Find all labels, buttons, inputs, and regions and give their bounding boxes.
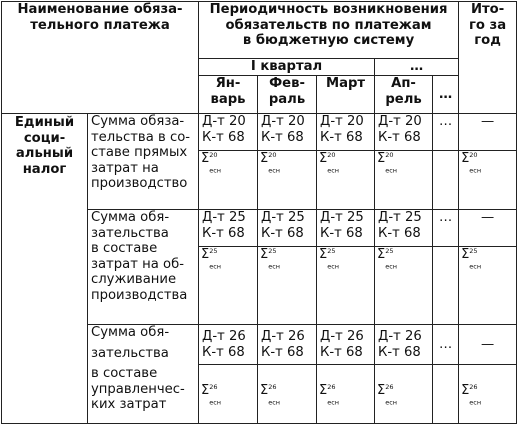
header-month-mar: Март xyxy=(317,76,375,114)
sum-total-cell: $\Sigma^{26}$ $_{есн}$ xyxy=(459,365,517,424)
sum-cell: $\Sigma^{20}$ $_{есн}$ xyxy=(199,151,258,210)
empty-cell xyxy=(433,151,459,210)
dash-cell: — xyxy=(459,210,517,247)
header-quarter: I квартал xyxy=(199,59,375,76)
entry-cell: Д-т 25 К-т 68 xyxy=(317,210,375,247)
sum-cell: $\Sigma^{25}$ $_{есн}$ xyxy=(375,247,433,325)
header-ellipsis: … xyxy=(375,59,459,76)
entry-cell: Д-т 20 К-т 68 xyxy=(375,114,433,151)
ellipsis-cell: … xyxy=(433,114,459,151)
sum-cell: $\Sigma^{26}$ $_{есн}$ xyxy=(199,365,258,424)
entry-cell: Д-т 25 К-т 68 xyxy=(258,210,317,247)
header-month-feb: Фев- раль xyxy=(258,76,317,114)
entry-cell: Д-т 25 К-т 68 xyxy=(199,210,258,247)
payments-table xyxy=(1,1,517,424)
sum-cell: $\Sigma^{20}$ $_{есн}$ xyxy=(375,151,433,210)
sum-cell: $\Sigma^{25}$ $_{есн}$ xyxy=(317,247,375,325)
sum-total-cell: $\Sigma^{20}$ $_{есн}$ xyxy=(459,151,517,210)
sum-cell: $\Sigma^{25}$ $_{есн}$ xyxy=(258,247,317,325)
header-period: Периодичность возникновения обязательств по платежам в бюджетную систему xyxy=(199,2,459,59)
tax-name: Единый соци- альный налог xyxy=(2,114,88,424)
ellipsis-cell: … xyxy=(433,325,459,365)
sum-cell: $\Sigma^{26}$ $_{есн}$ xyxy=(317,365,375,424)
group-desc-service: Сумма обя- зательства в составе затрат на об- служивание производства xyxy=(88,210,199,325)
sum-total-cell: $\Sigma^{25}$ $_{есн}$ xyxy=(459,247,517,325)
entry-cell: Д-т 25 К-т 68 xyxy=(375,210,433,247)
group-desc-direct: Сумма обяза- тельства в со- ставе прямых затрат на производство xyxy=(88,114,199,210)
sum-cell: $\Sigma^{25}$ $_{есн}$ xyxy=(199,247,258,325)
entry-cell: Д-т 20 К-т 68 xyxy=(258,114,317,151)
sum-cell: $\Sigma^{20}$ $_{есн}$ xyxy=(258,151,317,210)
dash-cell: — xyxy=(459,114,517,151)
header-month-jan: Ян- варь xyxy=(199,76,258,114)
empty-cell xyxy=(433,365,459,424)
header-more: … xyxy=(433,76,459,114)
sum-cell: $\Sigma^{26}$ $_{есн}$ xyxy=(258,365,317,424)
header-name: Наименование обяза- тельного платежа xyxy=(2,2,199,114)
dash-cell: — xyxy=(459,325,517,365)
entry-cell: Д-т 26 К-т 68 xyxy=(258,325,317,365)
entry-cell: Д-т 26 К-т 68 xyxy=(317,325,375,365)
sum-cell: $\Sigma^{20}$ $_{есн}$ xyxy=(317,151,375,210)
entry-cell: Д-т 20 К-т 68 xyxy=(317,114,375,151)
header-month-apr: Ап- рель xyxy=(375,76,433,114)
ellipsis-cell: … xyxy=(433,210,459,247)
header-total: Ито- го за год xyxy=(459,2,517,114)
group-desc-management: Сумма обя- зательства в составе управленчес- ких затрат xyxy=(88,325,199,424)
sum-cell: $\Sigma^{26}$ $_{есн}$ xyxy=(375,365,433,424)
entry-cell: Д-т 26 К-т 68 xyxy=(199,325,258,365)
empty-cell xyxy=(433,247,459,325)
entry-cell: Д-т 26 К-т 68 xyxy=(375,325,433,365)
entry-cell: Д-т 20 К-т 68 xyxy=(199,114,258,151)
